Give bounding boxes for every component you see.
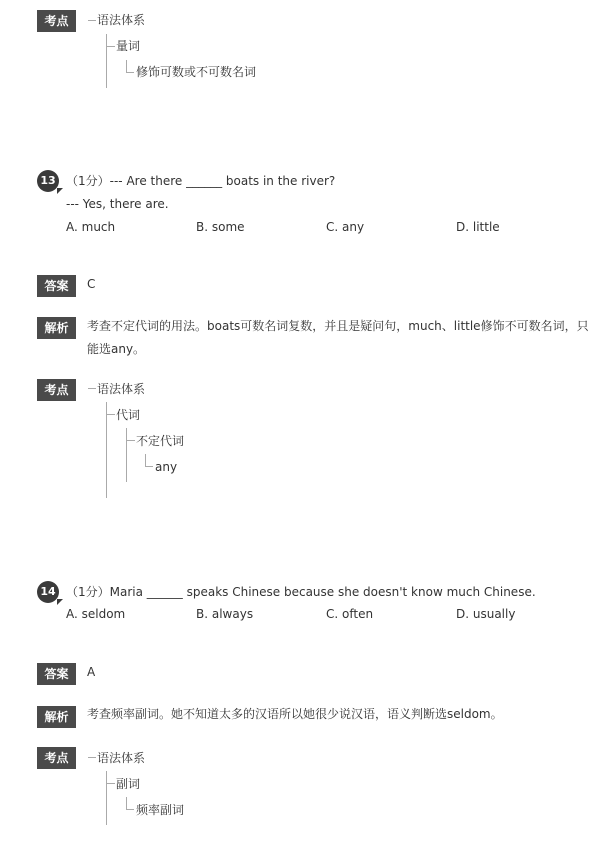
tree-node-level2: 副词 — [116, 777, 141, 791]
question-number-badge: 13 — [37, 170, 59, 192]
answer-tag: 答案 — [37, 663, 76, 685]
tree-node-level1: 语法体系 — [97, 13, 146, 27]
question-number-badge: 14 — [37, 581, 59, 603]
option-a[interactable]: A. seldom — [66, 607, 126, 621]
analysis-tag: 解析 — [37, 706, 76, 728]
tree-connector — [106, 783, 115, 784]
tree-connector — [88, 20, 96, 21]
tree-node-level3: 修饰可数或不可数名词 — [136, 65, 257, 79]
option-b[interactable]: B. some — [196, 220, 245, 234]
analysis-text-line2: 能选any。 — [87, 342, 146, 356]
answer-value: A — [87, 665, 96, 679]
option-d[interactable]: D. usually — [456, 607, 516, 621]
option-d[interactable]: D. little — [456, 220, 500, 234]
answer-value: C — [87, 277, 96, 291]
kaodian-tag: 考点 — [37, 10, 76, 32]
answer-tag: 答案 — [37, 275, 76, 297]
analysis-text: 考查不定代词的用法。boats可数名词复数，并且是疑问句，much、little修饰不可数名词，只 — [87, 319, 589, 333]
badge-tail — [57, 188, 63, 194]
tree-node-level2: 量词 — [116, 39, 141, 53]
tree-node-level2: 代词 — [116, 408, 141, 422]
question-stem-line2: --- Yes, there are. — [66, 197, 169, 211]
tree-connector — [106, 414, 115, 415]
badge-tail — [57, 599, 63, 605]
tree-node-level1: 语法体系 — [97, 382, 146, 396]
tree-branch-line — [106, 771, 107, 825]
tree-branch-line — [106, 402, 107, 498]
tree-node-level1: 语法体系 — [97, 751, 146, 765]
tree-connector — [126, 440, 135, 441]
tree-node-level4: any — [155, 460, 178, 474]
kaodian-tag: 考点 — [37, 747, 76, 769]
tree-connector — [88, 757, 96, 758]
tree-branch-line — [126, 428, 127, 482]
tree-connector — [88, 388, 96, 389]
analysis-tag: 解析 — [37, 317, 76, 339]
tree-branch-line — [106, 34, 107, 88]
option-c[interactable]: C. any — [326, 220, 365, 234]
tree-connector — [126, 809, 134, 810]
tree-node-level3: 频率副词 — [136, 803, 185, 817]
option-a[interactable]: A. much — [66, 220, 116, 234]
tree-connector — [145, 466, 153, 467]
option-b[interactable]: B. always — [196, 607, 254, 621]
question-stem: （1分）--- Are there ______ boats in the river? — [66, 174, 336, 188]
question-stem: （1分）Maria ______ speaks Chinese because she doesn't know much Chinese. — [66, 585, 536, 599]
tree-connector — [126, 72, 134, 73]
tree-connector — [106, 46, 115, 47]
option-c[interactable]: C. often — [326, 607, 374, 621]
analysis-text: 考查频率副词。她不知道太多的汉语所以她很少说汉语，语义判断选seldom。 — [87, 707, 503, 721]
kaodian-tag: 考点 — [37, 379, 76, 401]
tree-node-level3: 不定代词 — [136, 434, 185, 448]
